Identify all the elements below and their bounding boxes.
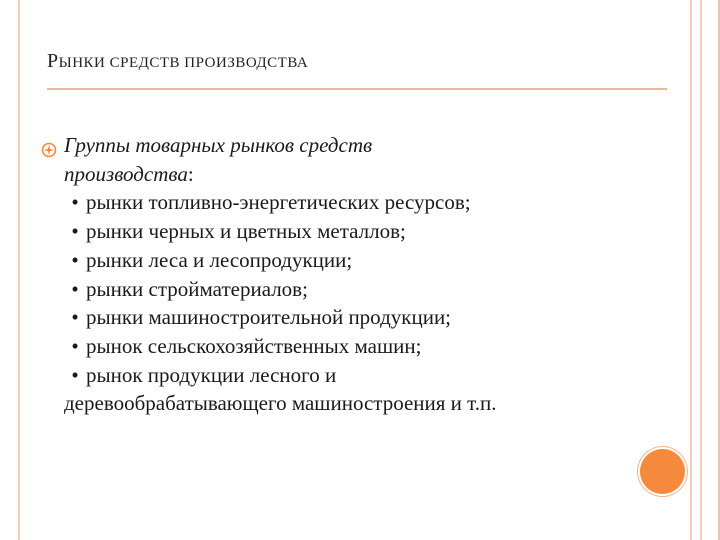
list-bullet: •: [71, 247, 79, 272]
slide-body: [64, 131, 684, 418]
list-item-text: рынки машиностроительной продукции;: [86, 305, 452, 330]
title-divider: [47, 88, 667, 90]
decorative-circle: [640, 449, 685, 494]
heading-colon: :: [187, 161, 194, 186]
list-item: [64, 361, 684, 390]
list-item: [64, 188, 684, 217]
list-item: [64, 246, 684, 275]
list-bullet: •: [71, 333, 79, 358]
slide-title: [47, 50, 677, 73]
heading-word: производства: [64, 161, 188, 186]
list-bullet: •: [71, 190, 79, 215]
list-item-text: рынки топливно-энергетических ресурсов;: [86, 190, 471, 215]
list-bullet: •: [71, 219, 79, 244]
heading-line-2: [64, 160, 684, 189]
list-bullet: •: [71, 362, 79, 387]
list-item: [64, 332, 684, 361]
list-item-continuation: деревообрабатывающего машиностроения и т.п.: [64, 391, 497, 416]
list-item-text: рынок сельскохозяйственных машин;: [86, 333, 422, 358]
list-item-text: рынки стройматериалов;: [86, 276, 308, 301]
frame-line-right-inner: [690, 0, 692, 540]
frame-line-left: [18, 0, 20, 540]
list-item-text: рынки леса и лесопродукции;: [86, 247, 353, 272]
bullet-icon: [41, 142, 57, 158]
list-item: [64, 303, 684, 332]
list-bullet: •: [71, 305, 79, 330]
list-item-text: рынки черных и цветных металлов;: [86, 219, 406, 244]
list-bullet: •: [71, 276, 79, 301]
list-item: [64, 217, 684, 246]
title-rest: ЫНКИ СРЕДСТВ ПРОИЗВОДСТВА: [58, 55, 309, 71]
list-item: [64, 275, 684, 304]
heading-line-1: Группы товарных рынков средств: [64, 133, 373, 157]
list-item-text: рынок продукции лесного и: [86, 362, 337, 387]
frame-line-right-outer: [700, 0, 702, 540]
title-first-letter: Р: [47, 50, 59, 72]
